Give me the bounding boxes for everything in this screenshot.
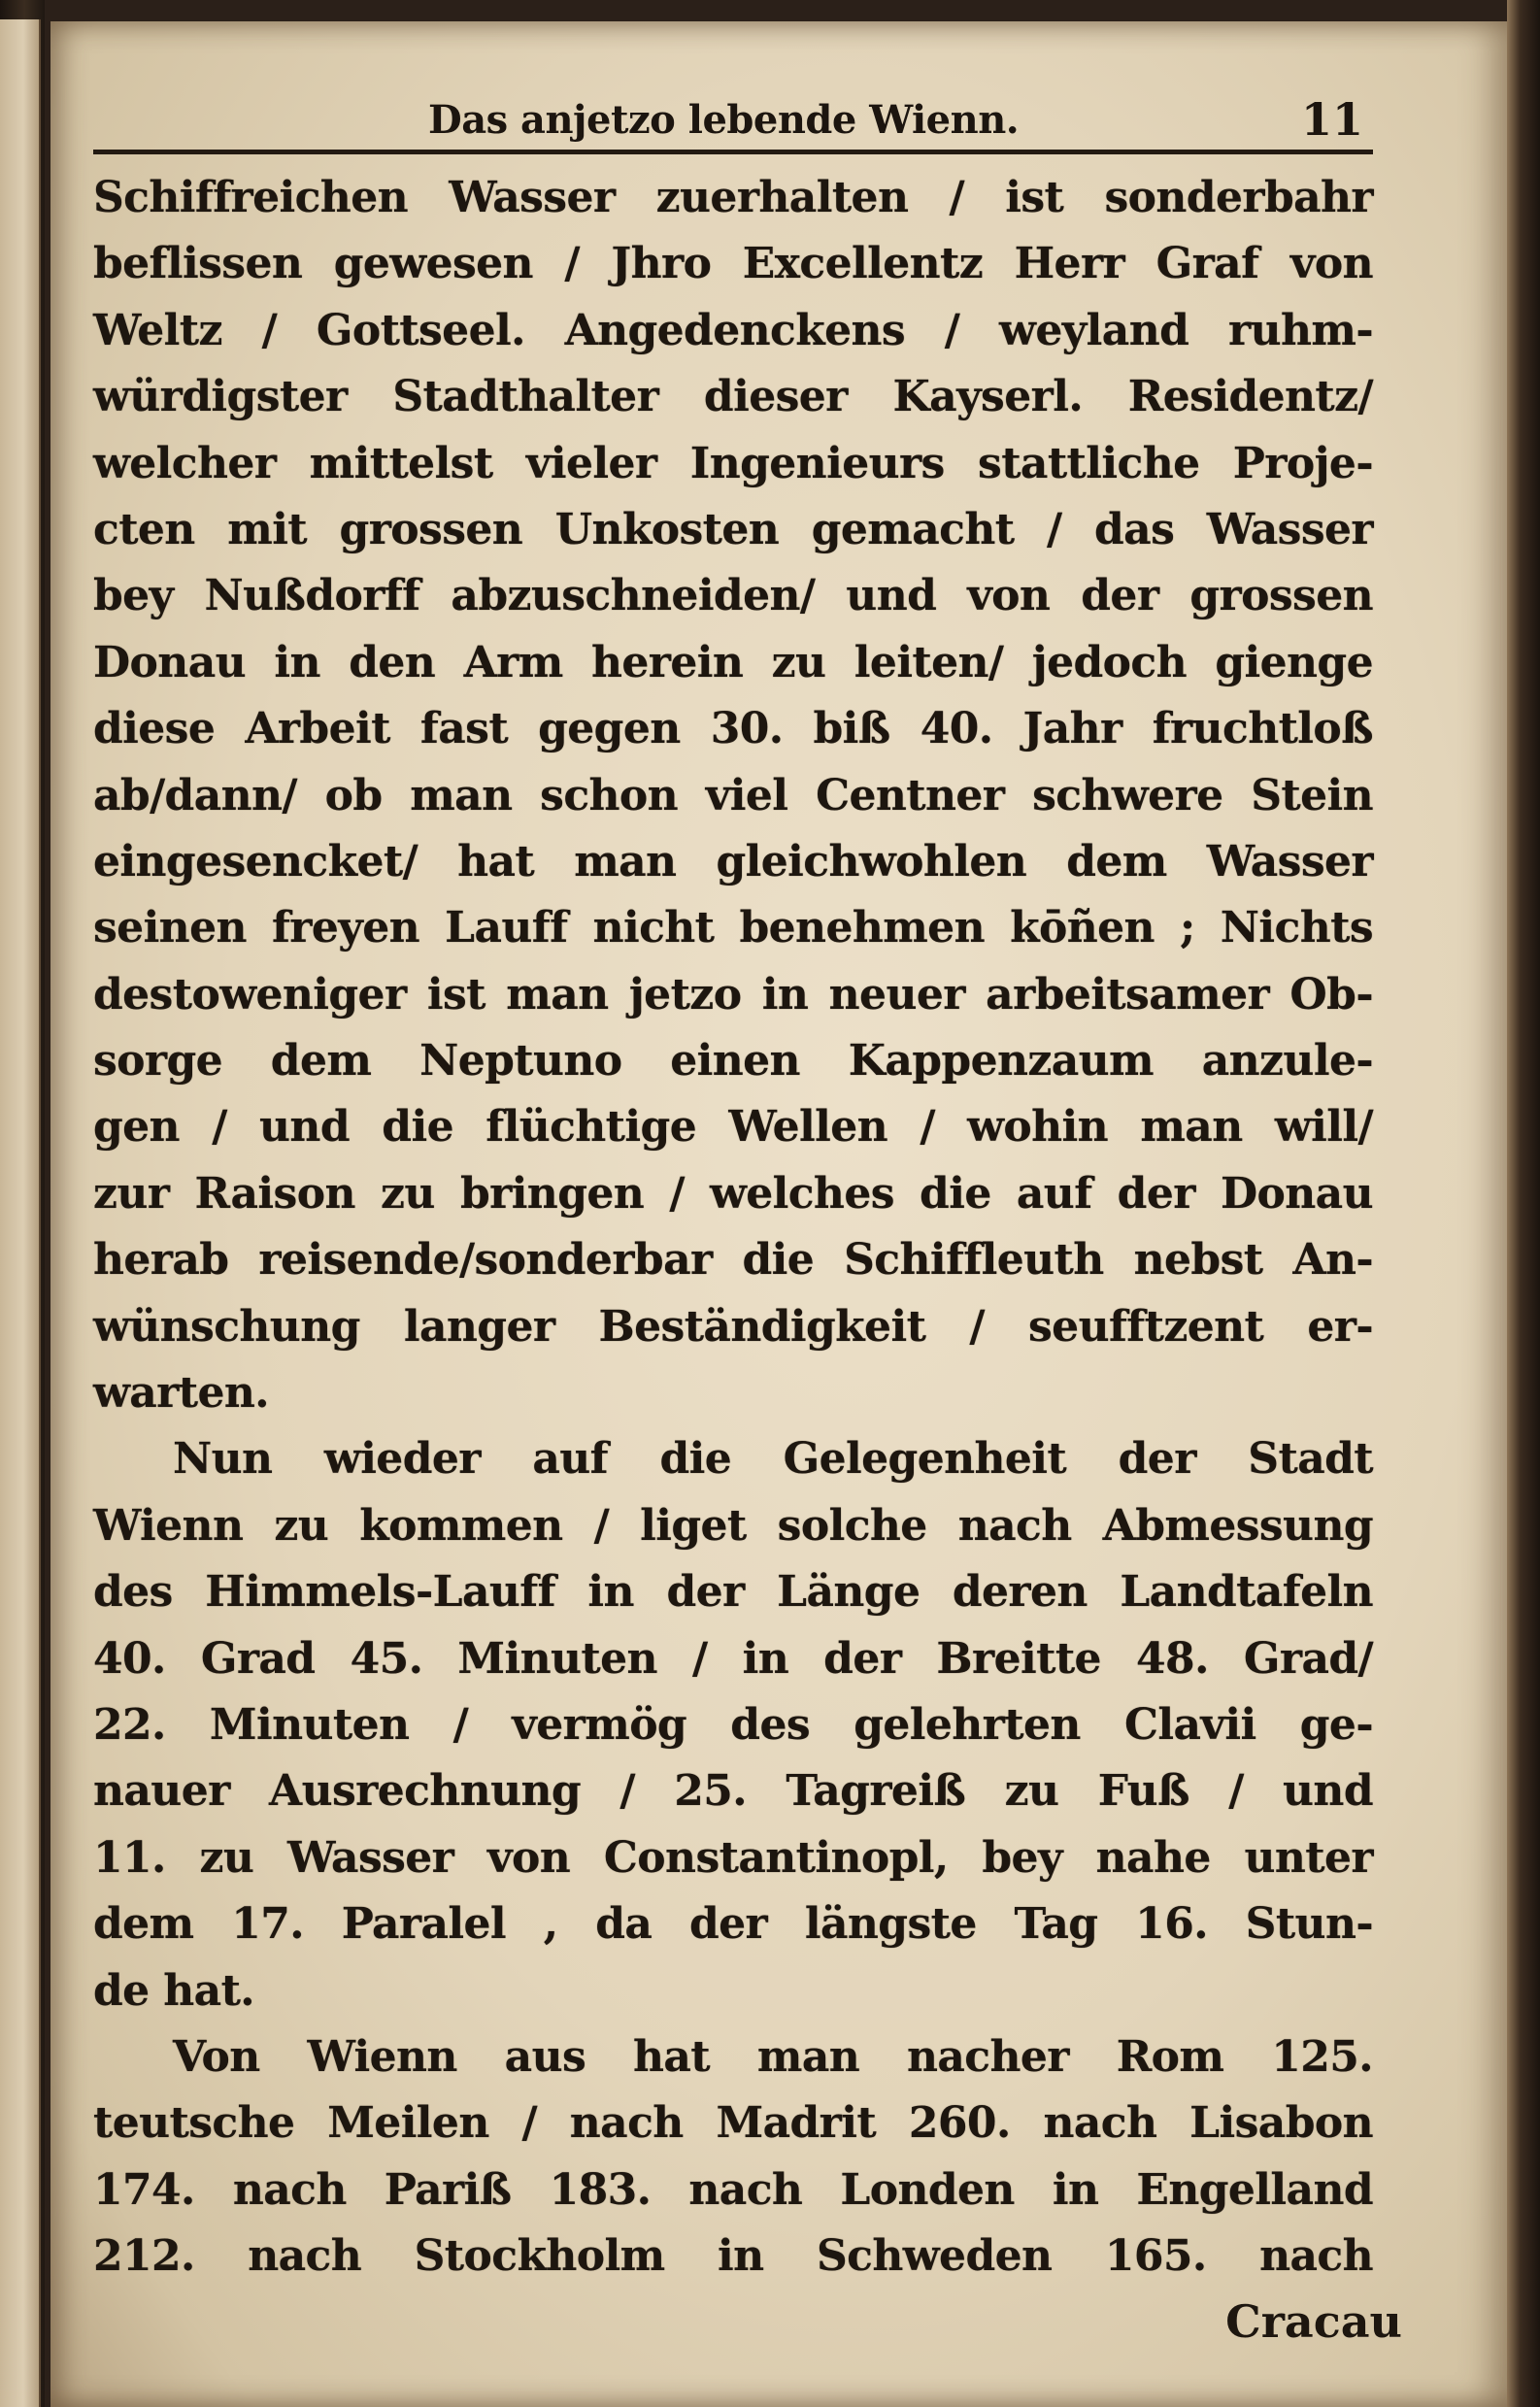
text-line: cten mit grossen Unkosten gemacht / das Wasser [93,504,1373,554]
text-line: herab reisende/sonderbar die Schiffleuth nebst An- [93,1235,1373,1286]
text-line: Weltz / Gottseel. Angedenckens / weyland ruhm- [93,305,1373,355]
text-line: teutsche Meilen / nach Madrit 260. nach Lisabon [93,2098,1373,2149]
text-line: sorge dem Neptuno einen Kappenzaum anzule- [93,1036,1373,1086]
text-line: Schiffreichen Wasser zuerhalten / ist sonderbahr [93,173,1373,222]
page-number: 11 [1300,93,1363,146]
text-line: eingesencket/ hat man gleichwohlen dem Wasser [93,836,1373,886]
text-line: welcher mittelst vieler Ingenieurs stattliche Proje- [93,438,1373,488]
text-line: 11. zu Wasser von Constantinopl, bey nahe unter [93,1832,1373,1883]
text-line: dem 17. Paralel , da der längste Tag 16. Stun- [93,1899,1373,1950]
text-line: zur Raison zu bringen / welches die auf der Donau [93,1168,1373,1219]
text-line: 174. nach Pariß 183. nach Londen in Engelland [93,2164,1373,2215]
text-line: beflissen gewesen / Jhro Excellentz Herr Graf von [93,239,1373,289]
paragraph [93,165,1373,1426]
paragraph [93,2024,1373,2290]
paragraph [93,1426,1373,2024]
text-line: de hat. [93,1965,255,2016]
book-fore-edge [1507,0,1540,2407]
text-line: Donau in den Arm herein zu leiten/ jedoch gienge [93,637,1373,687]
text-line: seinen freyen Lauff nicht benehmen kōñen ; Nichts [93,903,1373,953]
body-text [93,165,1373,2290]
text-line: Von Wienn aus hat man nacher Rom 125. [173,2031,1373,2082]
running-head: Das anjetzo lebende Wienn. [428,97,1020,143]
text-line: 40. Grad 45. Minuten / in der Breitte 48. Grad/ [93,1633,1373,1684]
text-line: bey Nußdorff abzuschneiden/ und von der grossen [93,571,1373,621]
text-line: des Himmels-Lauff in der Länge deren Landtafeln [93,1567,1373,1618]
text-line: Nun wieder auf die Gelegenheit der Stadt [173,1434,1373,1485]
text-line: nauer Ausrechnung / 25. Tagreiß zu Fuß / und [93,1766,1373,1817]
text-line: würdigster Stadthalter dieser Kayserl. Residentz/ [93,372,1373,422]
text-line: warten. [93,1368,269,1419]
text-line: gen / und die flüchtige Wellen / wohin man will/ [93,1102,1373,1153]
text-line: wünschung langer Beständigkeit / seufftzent er- [93,1301,1373,1352]
page-header [93,58,1373,155]
previous-page-edge [0,19,41,2407]
text-line: diese Arbeit fast gegen 30. biß 40. Jahr fruchtloß [93,704,1373,754]
header-rule [93,150,1373,154]
text-line: Wienn zu kommen / liget solche nach Abmessung [93,1500,1373,1551]
catchword: Cracau [1225,2295,1402,2348]
text-line: destoweniger ist man jetzo in neuer arbeitsamer Ob- [93,969,1373,1020]
text-line: ab/dann/ ob man schon viel Centner schwere Stein [93,770,1373,820]
text-line: 212. nach Stockholm in Schweden 165. nach [93,2231,1373,2282]
text-line: 22. Minuten / vermög des gelehrten Clavii ge- [93,1699,1373,1750]
